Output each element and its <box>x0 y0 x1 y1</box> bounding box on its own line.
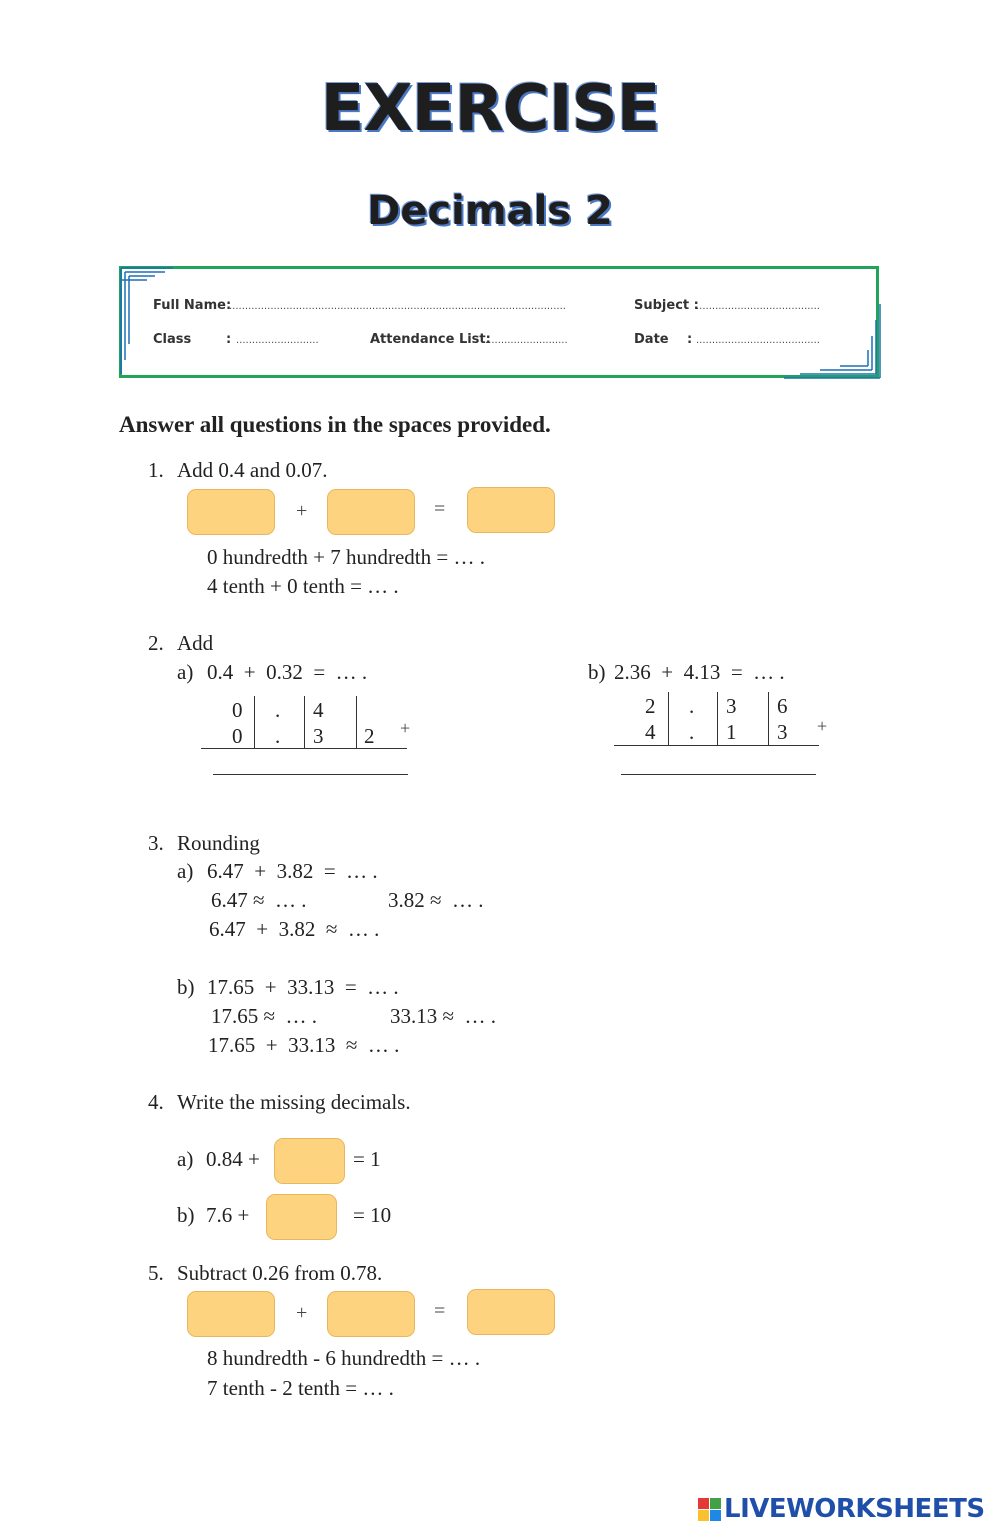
q2b-digit: 4 <box>645 720 656 744</box>
q3b-estimate: 17.65 + 33.13 ≈ … . <box>208 1033 400 1057</box>
q2a-expression: 0.4 + 0.32 = … . <box>207 660 368 684</box>
q3a-round-2: 3.82 ≈ … . <box>388 888 484 912</box>
q1-line1: 0 hundredth + 7 hundredth = … . <box>207 545 485 569</box>
q5-plus: + <box>296 1302 308 1324</box>
q1-answer-box-2[interactable] <box>327 489 415 535</box>
q4b-left: 7.6 + <box>206 1203 250 1227</box>
attendance-field[interactable]: .......................... <box>485 335 568 346</box>
full-name-label: Full Name: <box>153 298 232 313</box>
q2a-col-divider <box>254 696 255 748</box>
q3b-round-2: 33.13 ≈ … . <box>390 1004 497 1028</box>
subject-label: Subject : <box>634 298 699 313</box>
q2a-digit: 2 <box>364 724 375 748</box>
q4b-right: = 10 <box>353 1203 392 1227</box>
q2a-digit: 3 <box>313 724 324 748</box>
q3a-label: a) <box>177 859 194 883</box>
student-info-box <box>119 266 879 378</box>
liveworksheets-logo-text: LIVEWORKSHEETS <box>724 1494 985 1524</box>
subject-field[interactable]: ....................................... <box>696 301 820 312</box>
q2-text: Add <box>177 631 214 655</box>
q1-text: Add 0.4 and 0.07. <box>177 458 328 482</box>
page-title: EXERCISE <box>320 72 660 146</box>
q3b-label: b) <box>177 975 195 999</box>
q2a-sum-line <box>201 748 407 749</box>
q4b-label: b) <box>177 1203 195 1227</box>
q2a-answer-line[interactable] <box>213 774 408 775</box>
q2b-digit: . <box>689 720 695 744</box>
q4-text: Write the missing decimals. <box>177 1090 411 1114</box>
q2b-digit: 3 <box>726 694 737 718</box>
q2b-col-divider <box>768 692 769 745</box>
q2b-digit: 6 <box>777 694 788 718</box>
q5-answer-box-3[interactable] <box>467 1289 555 1335</box>
q3a-estimate: 6.47 + 3.82 ≈ … . <box>209 917 380 941</box>
page-subtitle: Decimals 2 <box>367 188 613 234</box>
q2b-digit: . <box>689 694 695 718</box>
q2a-digit: . <box>275 698 281 722</box>
q3b-expression: 17.65 + 33.13 = … . <box>207 975 399 999</box>
q4a-left: 0.84 + <box>206 1147 260 1171</box>
q2a-digit: 0 <box>232 724 243 748</box>
q4b-answer-box[interactable] <box>266 1194 337 1240</box>
q4-number: 4. <box>148 1090 164 1114</box>
full-name-field[interactable]: .......................................................................................................... <box>229 301 566 312</box>
liveworksheets-logo-icon <box>697 1497 723 1523</box>
q3a-expression: 6.47 + 3.82 = … . <box>207 859 378 883</box>
q5-line2: 7 tenth - 2 tenth = … . <box>207 1376 394 1400</box>
q3a-round-1: 6.47 ≈ … . <box>211 888 307 912</box>
q2a-label: a) <box>177 660 194 684</box>
class-colon: : <box>226 332 232 347</box>
q2b-digit: 3 <box>777 720 788 744</box>
q3b-round-1: 17.65 ≈ … . <box>211 1004 318 1028</box>
q5-answer-box-1[interactable] <box>187 1291 275 1337</box>
q2b-col-divider <box>668 692 669 745</box>
q2-number: 2. <box>148 631 164 655</box>
instruction: Answer all questions in the spaces provided. <box>119 412 551 437</box>
q1-number: 1. <box>148 458 164 482</box>
attendance-label: Attendance List: <box>370 332 491 347</box>
q2a-col-divider <box>304 696 305 748</box>
q2b-label: b) <box>588 660 606 684</box>
q3-text: Rounding <box>177 831 260 855</box>
q1-equals: = <box>434 498 446 520</box>
q2b-plus: + <box>817 716 828 736</box>
date-field[interactable]: ....................................... <box>696 335 820 346</box>
q1-plus: + <box>296 500 308 522</box>
q2a-plus: + <box>400 718 411 738</box>
q4a-right: = 1 <box>353 1147 381 1171</box>
date-colon: : <box>687 332 693 347</box>
q5-equals: = <box>434 1300 446 1322</box>
q2b-digit: 2 <box>645 694 656 718</box>
frame-corner-top-left <box>117 264 177 380</box>
q2a-digit: 4 <box>313 698 324 722</box>
q2b-answer-line[interactable] <box>621 774 816 775</box>
q1-answer-box-1[interactable] <box>187 489 275 535</box>
q5-number: 5. <box>148 1261 164 1285</box>
q2b-col-divider <box>717 692 718 745</box>
class-label: Class <box>153 332 192 347</box>
q1-line2: 4 tenth + 0 tenth = … . <box>207 574 399 598</box>
q2b-sum-line <box>614 745 819 746</box>
q4a-answer-box[interactable] <box>274 1138 345 1184</box>
date-label: Date <box>634 332 669 347</box>
q2a-col-divider <box>356 696 357 748</box>
q2b-digit: 1 <box>726 720 737 744</box>
q5-line1: 8 hundredth - 6 hundredth = … . <box>207 1346 481 1370</box>
q5-answer-box-2[interactable] <box>327 1291 415 1337</box>
class-field[interactable]: .......................... <box>236 335 319 346</box>
q5-text: Subtract 0.26 from 0.78. <box>177 1261 383 1285</box>
q4a-label: a) <box>177 1147 194 1171</box>
q2a-digit: . <box>275 724 281 748</box>
q2b-expression: 2.36 + 4.13 = … . <box>614 660 785 684</box>
q1-answer-box-3[interactable] <box>467 487 555 533</box>
q2a-digit: 0 <box>232 698 243 722</box>
q3-number: 3. <box>148 831 164 855</box>
